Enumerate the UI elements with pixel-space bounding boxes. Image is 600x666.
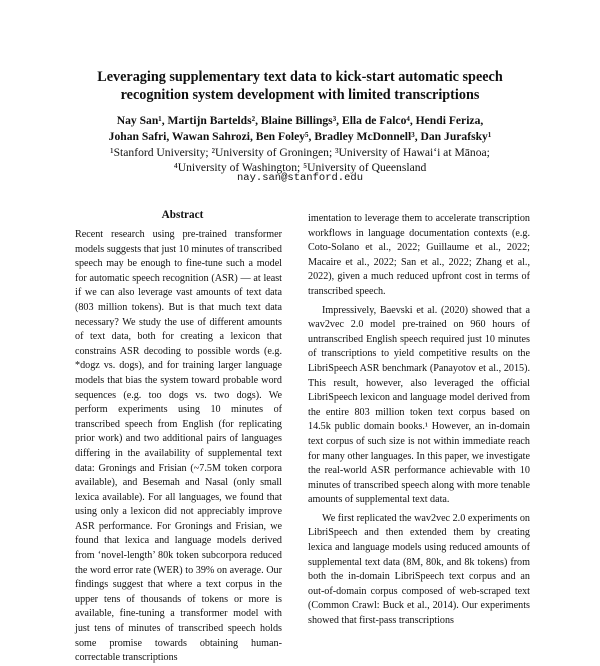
authors-line-1: Nay San¹, Martijn Bartelds², Blaine Billings³, Ella de Falco⁴, Hendi Feriza,: [116, 114, 484, 127]
abstract-column: [75, 228, 282, 666]
title-line-1: Leveraging supplementary text data to kick-start automatic speech: [97, 69, 503, 85]
body-paragraph-1: imentation to leverage them to accelerate transcription workflows in language documentation contexts (e.g. Coto-Solano et al., 2022; Guillaume et al., 2022; Macaire et al., 2022; San et al., 2022; Zhang et al., 2022), given a much reduced upfront cost in terms of transcribed speech.: [308, 213, 530, 297]
body-paragraph-3: We first replicated the wav2vec 2.0 experiments on LibriSpeech and then extended them by creating lexica and language models using reduced amounts of supplemental text data (8M, 80k, and 8k tokens) from both the in-domain LibriSpeech text corpus and an out-of-domain corpus composed of web-scraped text (Common Crawl: Buck et al., 2014). Our experiments showed that first-pass transcriptions: [308, 512, 530, 627]
title-line-2: recognition system development with limited transcriptions: [120, 87, 480, 103]
author-list: [60, 113, 540, 145]
abstract-heading: Abstract: [161, 209, 204, 221]
affiliations-line-1: ¹Stanford University; ²University of Groningen; ³University of Hawai‘i at Mānoa;: [110, 146, 490, 159]
contact-email[interactable]: nay.san@stanford.edu: [236, 172, 364, 184]
abstract-text: Recent research using pre-trained transformer models suggests that just 10 minutes of transcribed speech may be enough to fine-tune such a model for automatic speech recognition (ASR) — at least if we can also leverage vast amounts of text data (803 million tokens). But is that much text data necessary? We study the use of different amounts of text data, both for creating a lexicon that constrains ASR decoding to possible words (e.g. *dogz vs. dogs), and for training larger language models that bias the system toward probable word sequences (e.g. too dogs vs. two dogs). We perform experiments using 10 minutes of transcribed speech from English (for replicating prior work) and two additional pairs of languages differing in the availability of supplemental text data: Gronings and Frisian (~7.5M token corpora available), and Besemah and Nasal (only small lexica available). For all languages, we found that using only a lexicon did not appreciably improve ASR performance. For Gronings and Frisian, we found that lexica and language models derived from ‘novel-length’ 80k token subcorpora reduced the word error rate (WER) to 39% on average. Our findings suggest that where a text corpus in the upper tens of thousands of tokens or more is available, fine-tuning a transformer model with just tens of minutes of transcribed speech holds some promise towards obtaining human-correctable transcriptions: [75, 229, 282, 664]
body-column-right: [308, 212, 530, 629]
authors-line-2: Johan Safri, Wawan Sahrozi, Ben Foley⁵, Bradley McDonnell³, Dan Jurafsky¹: [108, 130, 492, 143]
affiliations-line-2: ⁴University of Washington; ⁵University of Queensland: [173, 161, 427, 174]
body-paragraph-2: Impressively, Baevski et al. (2020) showed that a wav2vec 2.0 model pre-trained on 960 hours of untranscribed English speech required just 10 minutes of transcriptions to yield competitive results on the LibriSpeech ASR benchmark (Panayotov et al., 2015). This result, however, also leveraged the official LibriSpeech lexicon and language model derived from the entire 803 million token text corpus based on 14.5k public domain books.¹ However, an in-domain text corpus of such size is not within immediate reach for many other languages. In this paper, we investigate the real-world ASR performance achievable with 10 minutes of transcribed speech along with more tenable amounts of supplemental text data.: [308, 304, 530, 506]
paper-title: [60, 68, 540, 104]
